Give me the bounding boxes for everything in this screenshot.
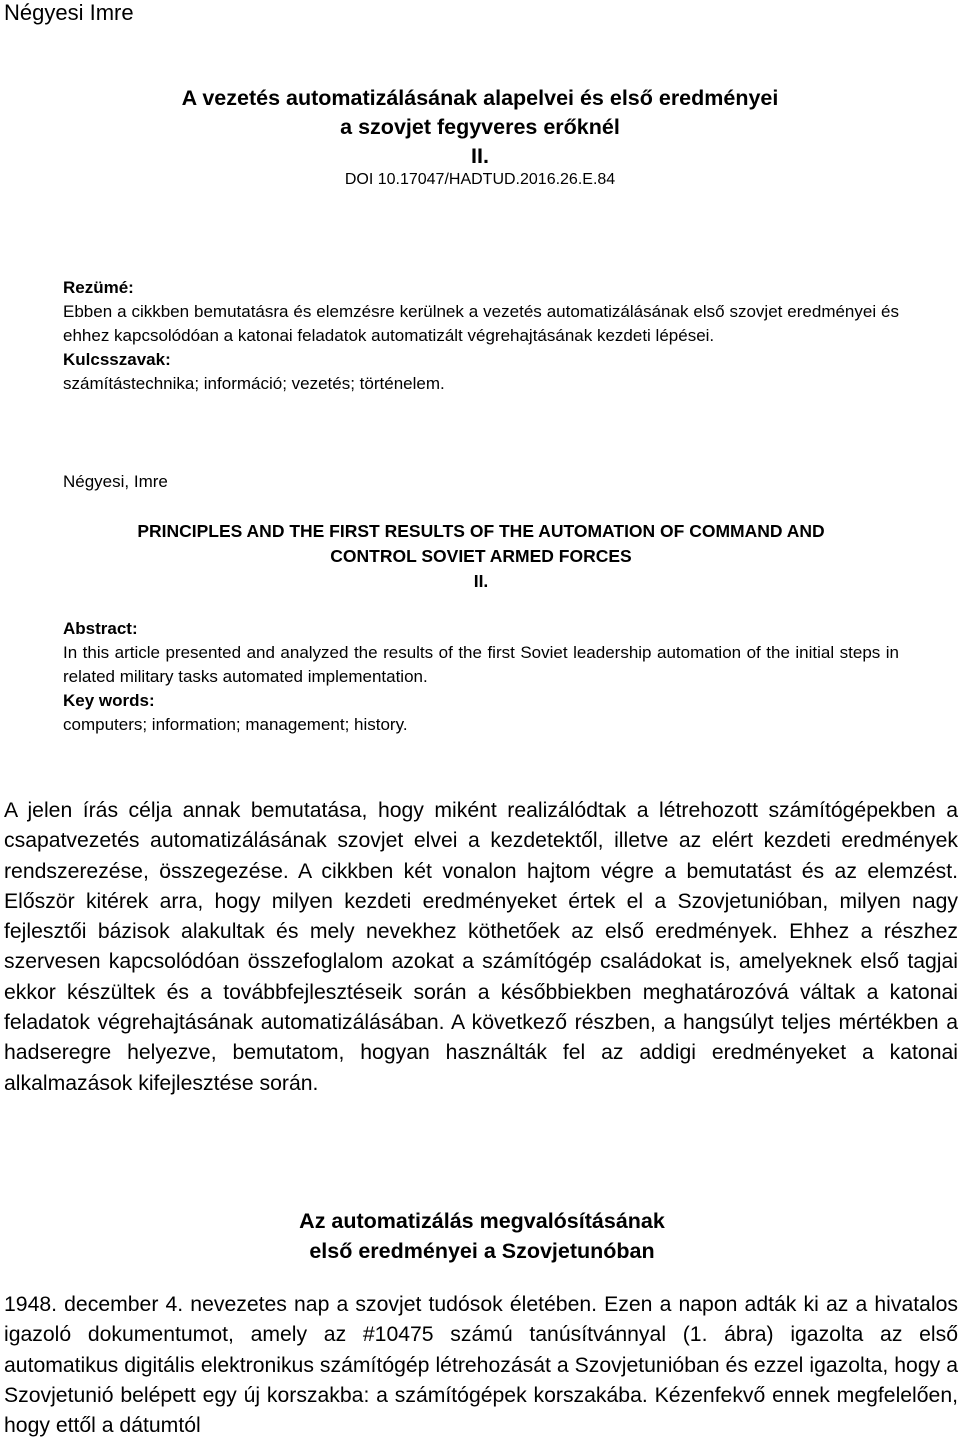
author-name-english: Négyesi, Imre (63, 472, 168, 491)
abstract-label: Rezümé: (63, 278, 134, 297)
title-line: II. (471, 144, 489, 168)
article-title-english (63, 519, 899, 594)
title-line: a szovjet fegyveres erőknél (340, 115, 620, 139)
title-line: A vezetés automatizálásának alapelvei és első eredményei (181, 86, 779, 110)
doi-identifier: DOI 10.17047/HADTUD.2016.26.E.84 (344, 171, 616, 188)
abstract-english (63, 617, 899, 737)
keywords-label: Key words: (63, 691, 155, 710)
title-line: CONTROL SOVIET ARMED FORCES (330, 546, 632, 566)
section-heading-line: első eredményei a Szovjetunóban (309, 1239, 655, 1263)
title-line: II. (473, 571, 489, 591)
abstract-hungarian (63, 276, 899, 396)
article-title-hungarian (0, 84, 960, 171)
abstract-text: Ebben a cikkben bemutatásra és elemzésre kerülnek a vezetés automatizálásának első szovjet eredményei és ehhez kapcsolódóan a katonai feladatok automatizált végrehajtásának kezdeti lépései. (63, 302, 899, 345)
keywords-text: computers; information; management; history. (63, 715, 408, 734)
keywords-label: Kulcsszavak: (63, 350, 171, 369)
section-heading-line: Az automatizálás megvalósításának (299, 1209, 665, 1233)
title-line: PRINCIPLES AND THE FIRST RESULTS OF THE AUTOMATION OF COMMAND AND (137, 521, 825, 541)
section-paragraph: 1948. december 4. nevezetes nap a szovjet tudósok életében. Ezen a napon adták ki az a hivatalos igazoló dokumentumot, amely az #10475 számú tanúsítvánnyal (1. ábra) igazolta az első automatikus digitális elektronikus számítógép létrehozását a Szovjetunióban és ezzel igazolta, hogy a Szovjetunió belépett egy új korszakba: a számítógépek korszakába. Kézenfekvő ennek megfelelően, hogy ettől a dátumtól (4, 1293, 958, 1438)
section-heading (0, 1206, 960, 1266)
intro-paragraph: A jelen írás célja annak bemutatása, hogy miként realizálódtak a létrehozott számítógépekben a csapatvezetés automatizálásának szovjet elvei a kezdetektől, illetve az elért kezdeti eredmények rendszerezése, összegezése. A cikkben két vonalon hajtom végre a bemutatást és az elemzést. Először kitérek arra, hogy milyen kezdeti eredményeket értek el a Szovjetunióban, milyen nagy fejlesztői bázisok alakultak és mely nevekhez köthetőek az első eredmények. Ehhez a részhez szervesen kapcsolódóan összefoglalom azokat a számítógép családokat is, amelyeknek első tagjai ekkor készültek és a továbbfejlesztéseik során a későbbiekben meghatározóvá váltak a katonai feladatok végrehajtásának automatizálásában. A következő részben, a hangsúlyt teljes mértékben a hadseregre helyezve, bemutatom, hogyan használták fel az addigi eredményeket a katonai alkalmazások kifejlesztése során. (4, 799, 958, 1095)
keywords-text: számítástechnika; információ; vezetés; történelem. (63, 374, 445, 393)
abstract-text: In this article presented and analyzed the results of the first Soviet leadership automation of the initial steps in related military tasks automated implementation. (63, 643, 899, 686)
abstract-label: Abstract: (63, 619, 138, 638)
author-name: Négyesi Imre (4, 0, 134, 25)
